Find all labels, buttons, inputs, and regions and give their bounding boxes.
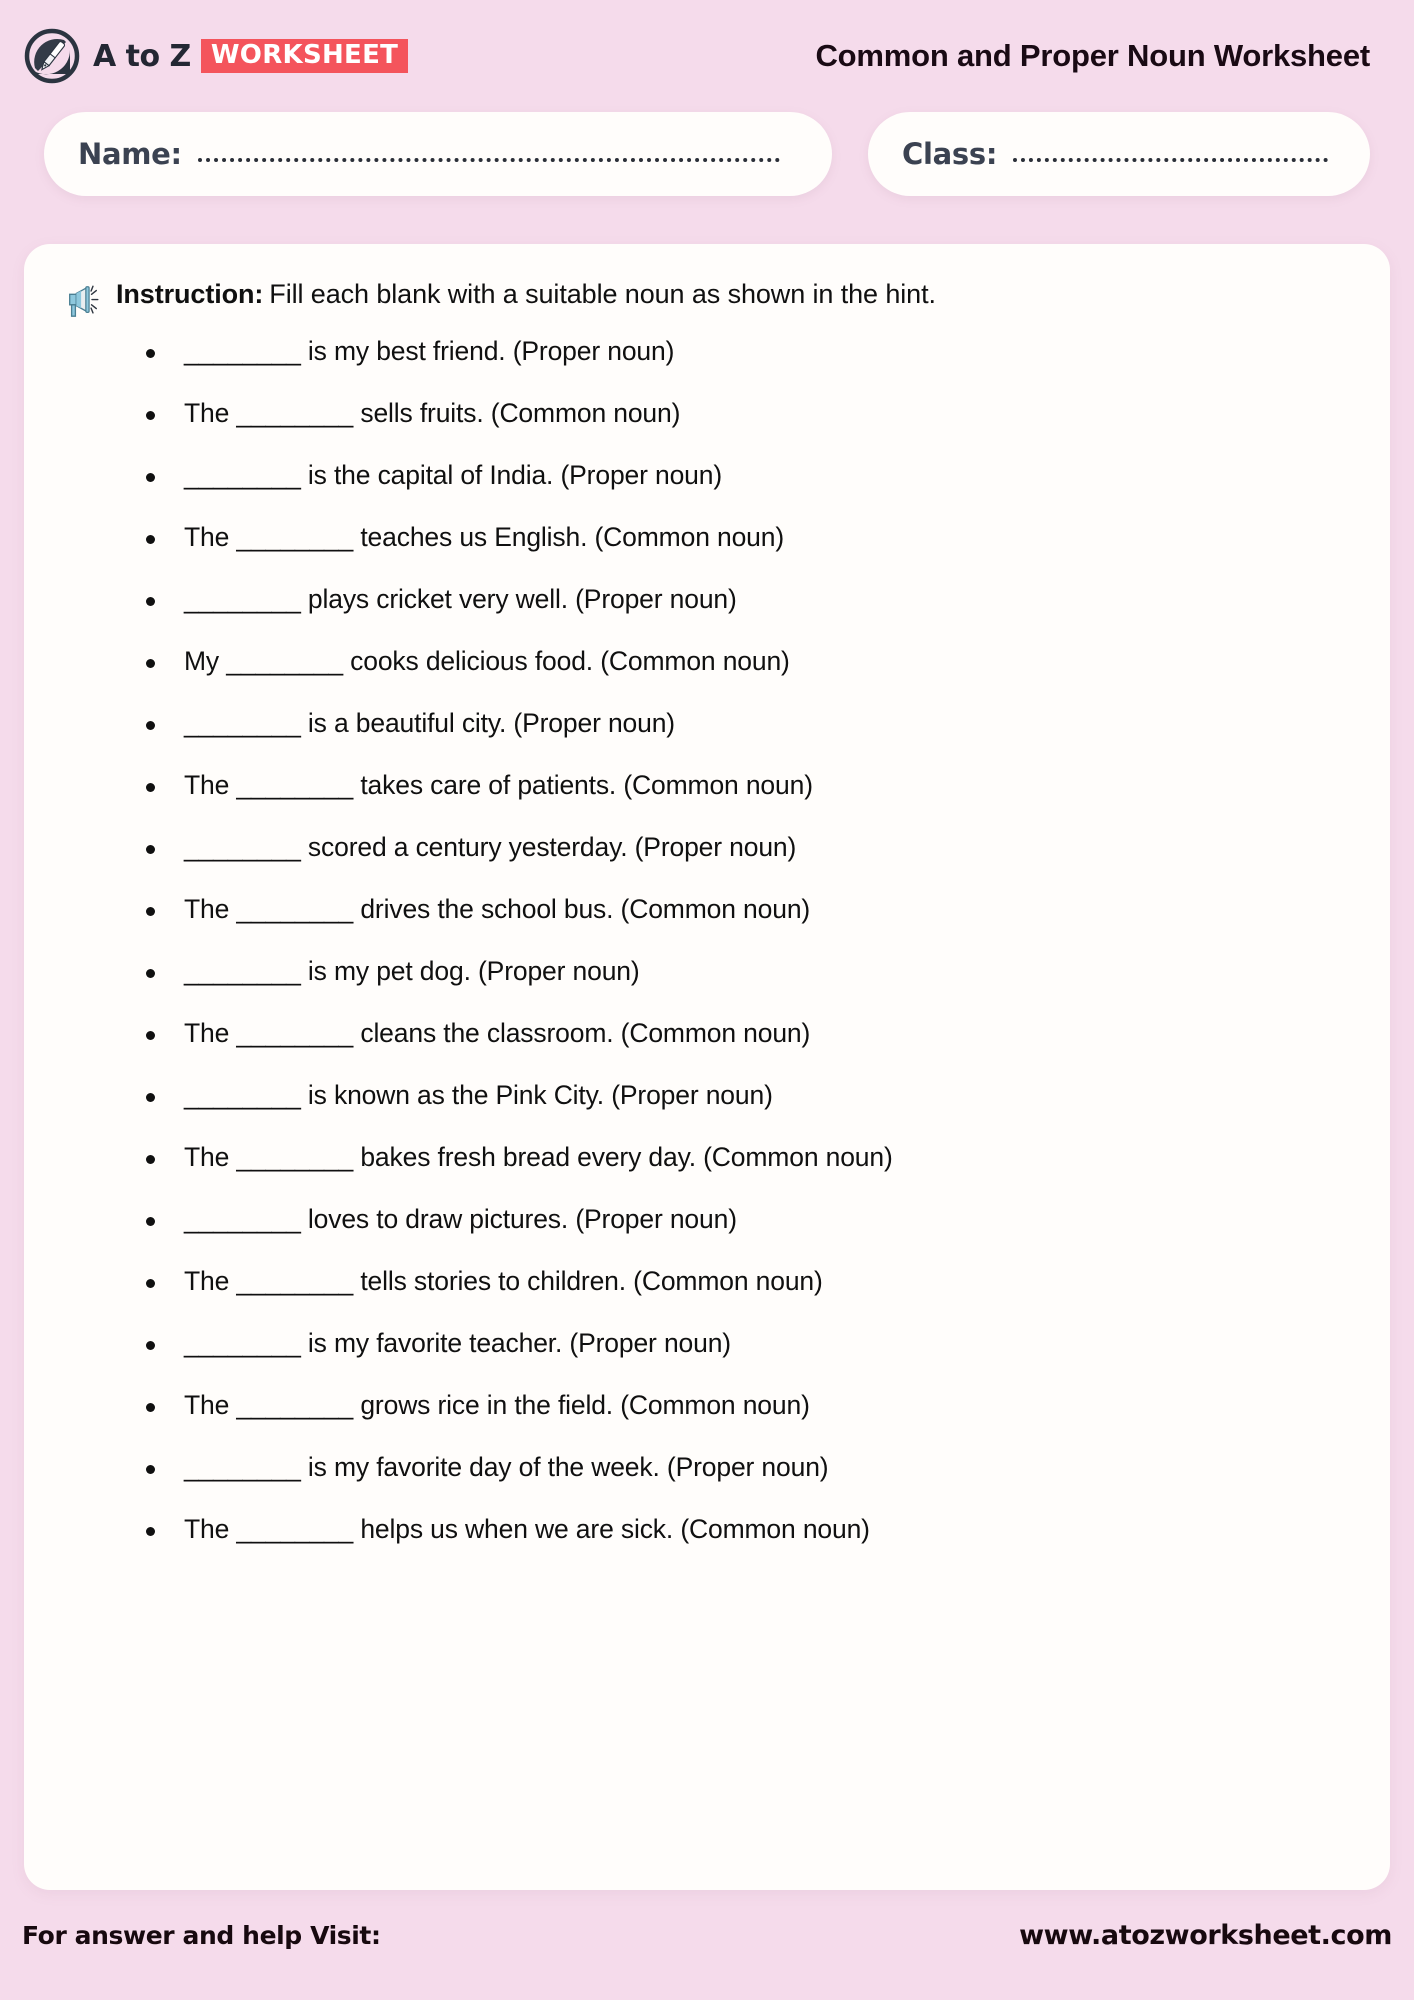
question-item: The ________ helps us when we are sick. (Common noun): [142, 1516, 1350, 1543]
instruction-lead: Instruction:: [116, 279, 264, 309]
footer-help-text: For answer and help Visit:: [22, 1920, 381, 1950]
question-item: ________ is my pet dog. (Proper noun): [142, 958, 1350, 985]
question-item: The ________ grows rice in the field. (Common noun): [142, 1392, 1350, 1419]
question-item: ________ loves to draw pictures. (Proper noun): [142, 1206, 1350, 1233]
question-item: ________ scored a century yesterday. (Proper noun): [142, 834, 1350, 861]
page-footer: [0, 1896, 1414, 2000]
name-field[interactable]: [44, 112, 832, 196]
question-item: The ________ takes care of patients. (Common noun): [142, 772, 1350, 799]
pen-nib-circle-icon: [24, 28, 80, 84]
instruction-text: [116, 278, 936, 312]
brand-badge: WORKSHEET: [201, 39, 408, 73]
brand-logo: [24, 28, 408, 84]
footer-website-link[interactable]: www.atozworksheet.com: [1019, 1919, 1392, 1951]
class-input-line[interactable]: [1013, 158, 1328, 162]
megaphone-icon: [64, 282, 102, 320]
question-item: ________ plays cricket very well. (Proper noun): [142, 586, 1350, 613]
instruction-body: Fill each blank with a suitable noun as shown in the hint.: [269, 279, 936, 309]
page-title: Common and Proper Noun Worksheet: [815, 38, 1370, 73]
page-header: [0, 0, 1414, 112]
class-field[interactable]: [868, 112, 1370, 196]
question-item: The ________ tells stories to children. (Common noun): [142, 1268, 1350, 1295]
brand-name: A to Z: [93, 38, 191, 74]
name-label: Name:: [78, 137, 182, 171]
question-item: The ________ teaches us English. (Common noun): [142, 524, 1350, 551]
question-list: [64, 338, 1350, 1543]
question-item: The ________ sells fruits. (Common noun): [142, 400, 1350, 427]
name-input-line[interactable]: [198, 158, 780, 162]
question-item: ________ is my favorite day of the week. (Proper noun): [142, 1454, 1350, 1481]
instruction-row: [64, 278, 1350, 320]
question-item: ________ is my best friend. (Proper noun): [142, 338, 1350, 365]
question-item: ________ is a beautiful city. (Proper noun): [142, 710, 1350, 737]
student-info-row: [0, 112, 1414, 196]
question-item: The ________ bakes fresh bread every day. (Common noun): [142, 1144, 1350, 1171]
worksheet-card: [24, 244, 1390, 1890]
question-item: The ________ cleans the classroom. (Common noun): [142, 1020, 1350, 1047]
class-label: Class:: [902, 137, 998, 171]
question-item: ________ is known as the Pink City. (Proper noun): [142, 1082, 1350, 1109]
question-item: ________ is the capital of India. (Proper noun): [142, 462, 1350, 489]
question-item: My ________ cooks delicious food. (Common noun): [142, 648, 1350, 675]
question-item: ________ is my favorite teacher. (Proper noun): [142, 1330, 1350, 1357]
question-item: The ________ drives the school bus. (Common noun): [142, 896, 1350, 923]
